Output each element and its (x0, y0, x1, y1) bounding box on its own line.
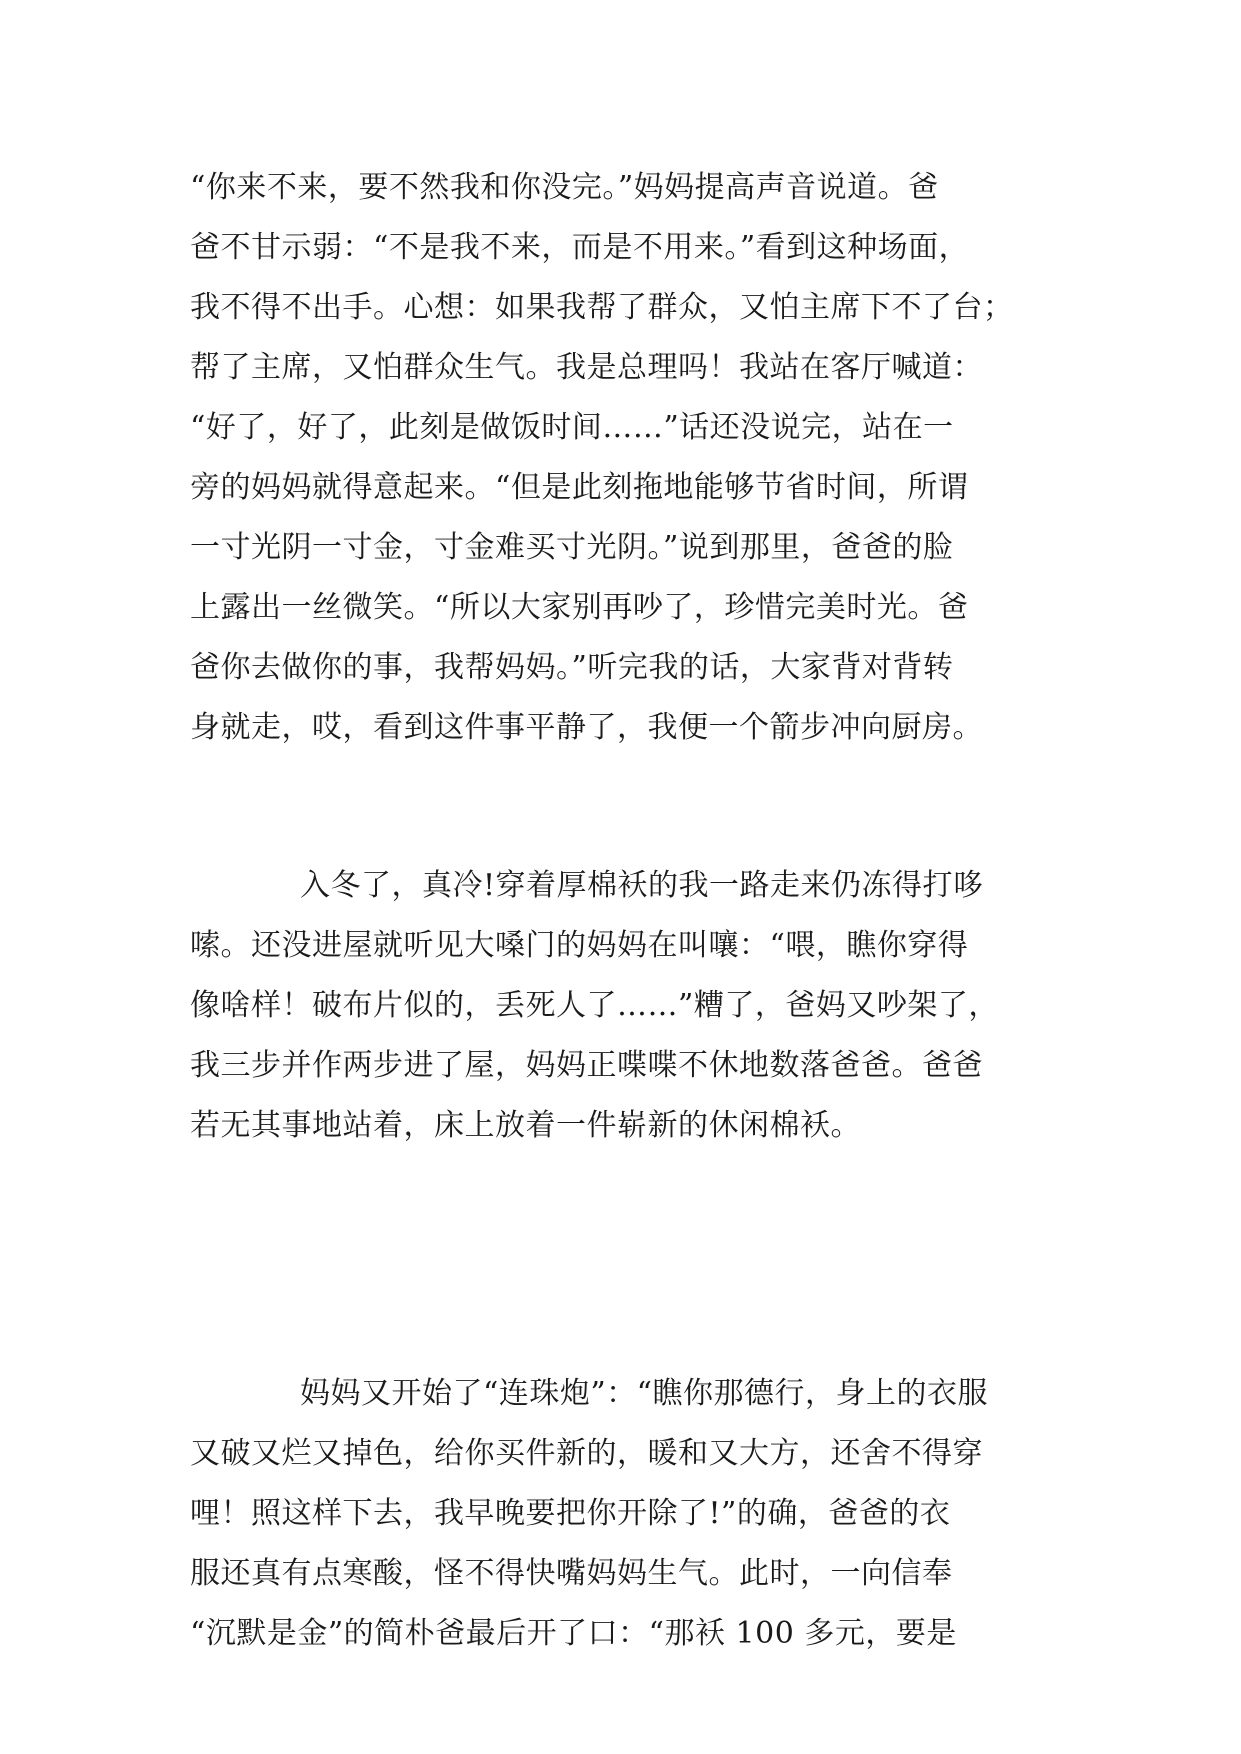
text-line: 一寸光阴一寸金，寸金难买寸光阴。”说到那里，爸爸的脸 (190, 530, 954, 565)
text-line: 若无其事地站着，床上放着一件崭新的休闲棉袄。 (190, 1108, 861, 1143)
text-line: 爸不甘示弱：“不是我不来，而是不用来。”看到这种场面， (190, 230, 970, 265)
text-line: 嗦。还没进屋就听见大嗓门的妈妈在叫嚷：“喂，瞧你穿得 (190, 928, 969, 963)
text-line: 又破又烂又掉色，给你买件新的，暖和又大方，还舍不得穿 (190, 1436, 983, 1471)
text-line: 帮了主席，又怕群众生气。我是总理吗！我站在客厅喊道： (190, 350, 983, 385)
text-line: 服还真有点寒酸，怪不得快嘴妈妈生气。此时，一向信奉 (190, 1556, 953, 1591)
text-line: 像啥样！破布片似的，丢死人了……”糟了，爸妈又吵架了， (190, 988, 999, 1023)
text-line: 妈妈又开始了“连珠炮”：“瞧你那德行，身上的衣服 (300, 1376, 989, 1411)
text-line: “沉默是金”的简朴爸最后开了口：“那袄 100 多元，要是 (190, 1616, 957, 1651)
paragraph-coat (190, 1364, 1070, 1664)
text-line: “你来不来，要不然我和你没完。”妈妈提高声音说道。爸 (190, 170, 939, 205)
text-line: 我三步并作两步进了屋，妈妈正喋喋不休地数落爸爸。爸爸 (190, 1048, 983, 1083)
text-line: 我不得不出手。心想：如果我帮了群众，又怕主席下不了台； (190, 290, 1014, 325)
text-line: “好了，好了，此刻是做饭时间……”话还没说完，站在一 (190, 410, 954, 445)
paragraph-winter (190, 856, 1070, 1156)
text-line: 旁的妈妈就得意起来。“但是此刻拖地能够节省时间，所谓 (190, 470, 969, 505)
paragraph-argument (190, 158, 1070, 758)
text-line: 上露出一丝微笑。“所以大家别再吵了，珍惜完美时光。爸 (190, 590, 969, 625)
text-line: 入冬了，真冷!穿着厚棉袄的我一路走来仍冻得打哆 (300, 868, 984, 903)
text-line: 身就走，哎，看到这件事平静了，我便一个箭步冲向厨房。 (190, 710, 983, 745)
text-line: 哩！照这样下去，我早晚要把你开除了!”的确，爸爸的衣 (190, 1496, 951, 1531)
text-line: 爸你去做你的事，我帮妈妈。”听完我的话，大家背对背转 (190, 650, 954, 685)
